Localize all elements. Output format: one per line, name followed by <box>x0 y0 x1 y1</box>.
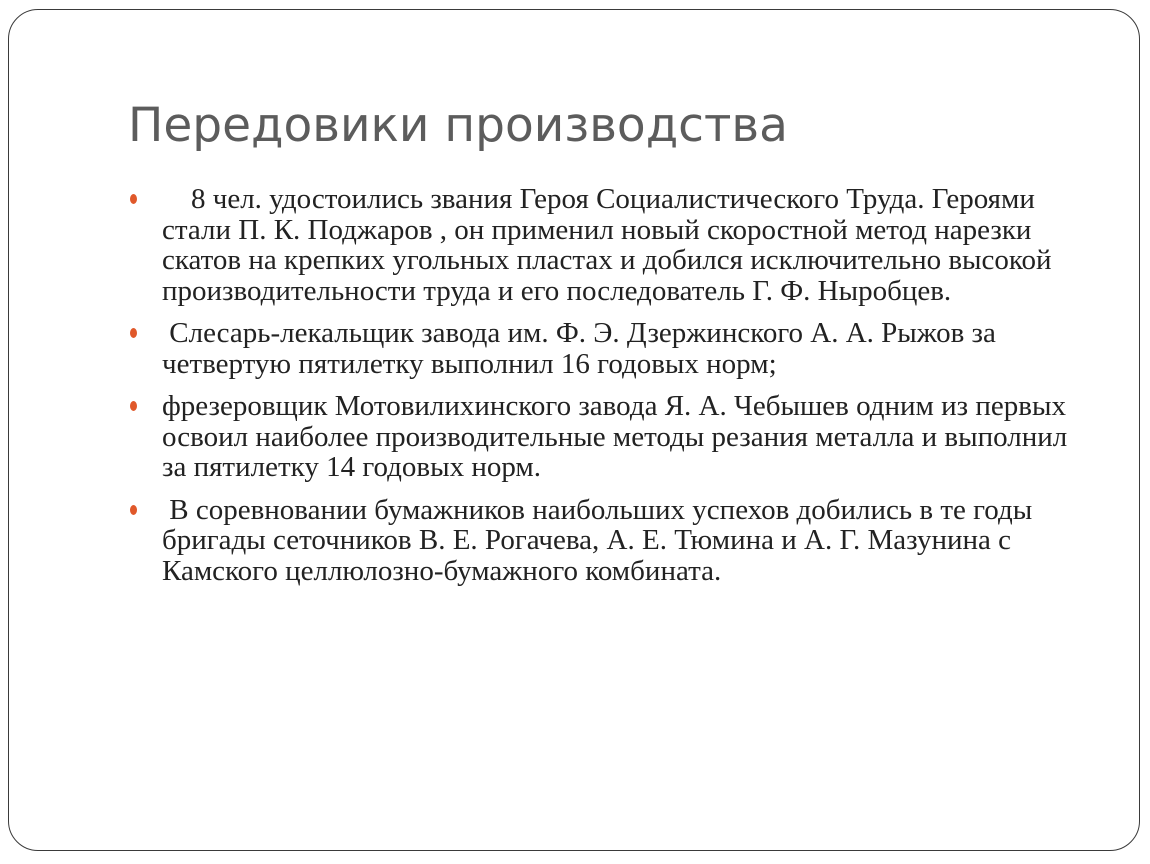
bullet-dot-icon <box>130 194 137 204</box>
bullet-text: фрезеровщик Мотовилихинского завода Я. А. Чебышев одним из первых освоил наиболее производительные методы резания металла и выполнил за пятилетку 14 годовых норм. <box>162 390 1075 483</box>
bullet-text: В соревновании бумажников наибольших успехов добились в те годы бригады сеточников В. Е. Рогачева, А. Е. Тюмина и А. Г. Мазунина с Камского целлюлозно-бумажного комбината. <box>162 493 1040 587</box>
bullet-item-2 <box>130 318 1080 379</box>
slide-title: Передовики производства <box>128 98 788 153</box>
bullet-item-1 <box>130 184 1080 306</box>
bullet-dot-icon <box>130 505 137 515</box>
bullet-text: Слесарь-лекальщик завода им. Ф. Э. Дзержинского А. А. Рыжов за четвертую пятилетку выполнил 16 годовых норм; <box>162 317 1004 380</box>
bullet-dot-icon <box>130 328 137 338</box>
bullet-item-3 <box>130 391 1080 483</box>
bullet-item-4 <box>130 495 1080 587</box>
bullet-list <box>130 184 1080 598</box>
bullet-dot-icon <box>130 401 137 411</box>
bullet-text: 8 чел. удостоились звания Героя Социалистического Труда. Героями стали П. К. Поджаров , он применил новый скоростной метод нарезки скатов на крепких угольных пластах и добился исключительно высокой производительности труда и его последователь Г. Ф. Ныробцев. <box>162 183 1059 307</box>
